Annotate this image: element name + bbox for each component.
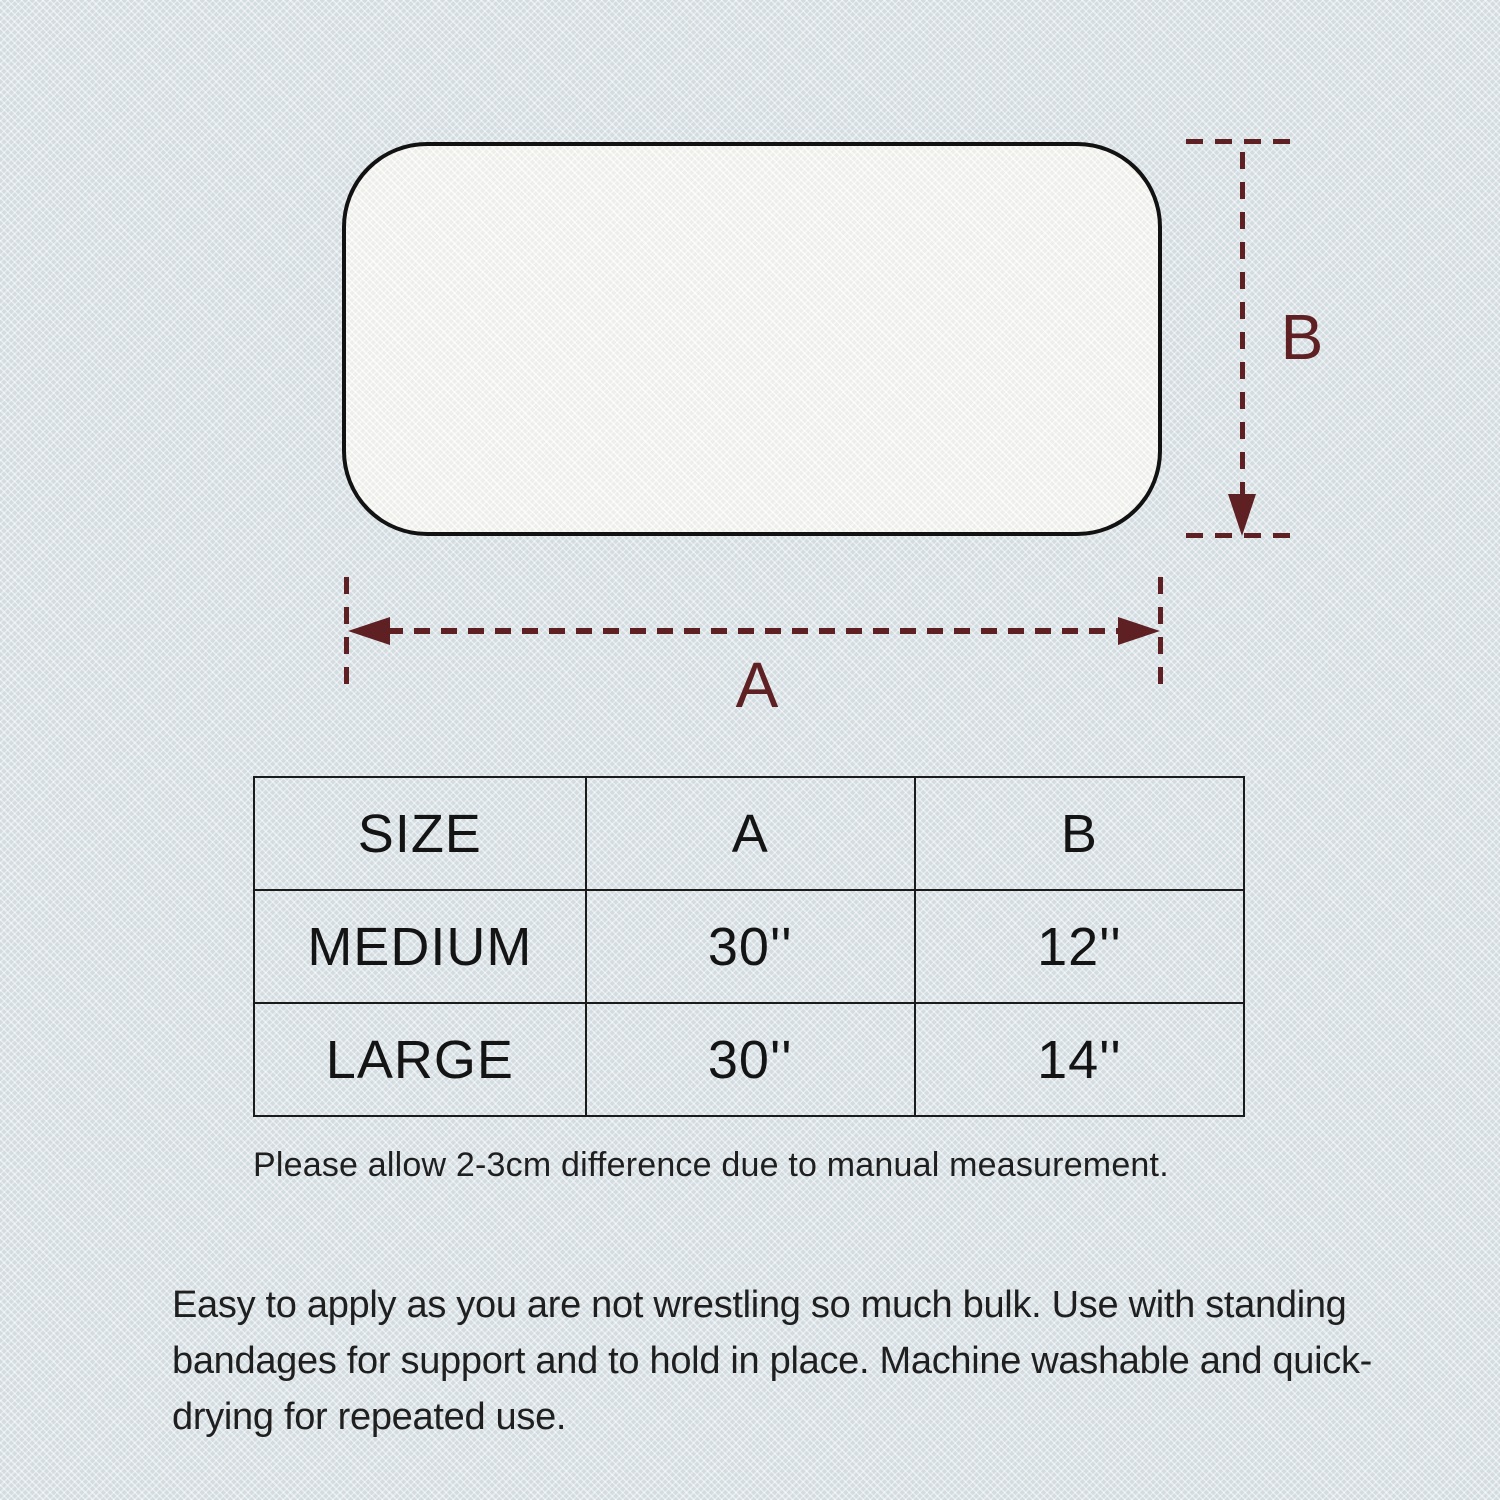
dimension-line-vertical — [1240, 152, 1245, 494]
width-dimension-label: A — [735, 649, 779, 721]
arrow-right-icon — [1118, 617, 1160, 645]
dimension-extension-line — [1186, 139, 1296, 144]
table-cell-a: 30'' — [586, 1003, 915, 1116]
table-row — [254, 1003, 1244, 1116]
dimension-line-horizontal — [387, 628, 1121, 634]
dimension-extension-line — [1186, 533, 1296, 538]
measurement-note: Please allow 2-3cm difference due to manual measurement. — [253, 1146, 1169, 1184]
height-dimension-label: B — [1280, 301, 1324, 373]
table-cell-size: LARGE — [254, 1003, 586, 1116]
arrow-left-icon — [348, 617, 390, 645]
table-cell-a: 30'' — [586, 890, 915, 1003]
table-header-b: B — [915, 777, 1244, 890]
table-header-size: SIZE — [254, 777, 586, 890]
table-row — [254, 890, 1244, 1003]
product-description: Easy to apply as you are not wrestling so much bulk. Use with standing bandages for support and to hold in place. Machine washable and quick-drying for repeated use. — [172, 1284, 1373, 1438]
table-cell-b: 14'' — [915, 1003, 1244, 1116]
arrow-down-icon — [1228, 494, 1256, 536]
size-table — [253, 776, 1245, 1117]
table-cell-size: MEDIUM — [254, 890, 586, 1003]
table-cell-b: 12'' — [915, 890, 1244, 1003]
product-outline — [342, 142, 1162, 536]
table-header-a: A — [586, 777, 915, 890]
table-header-row — [254, 777, 1244, 890]
